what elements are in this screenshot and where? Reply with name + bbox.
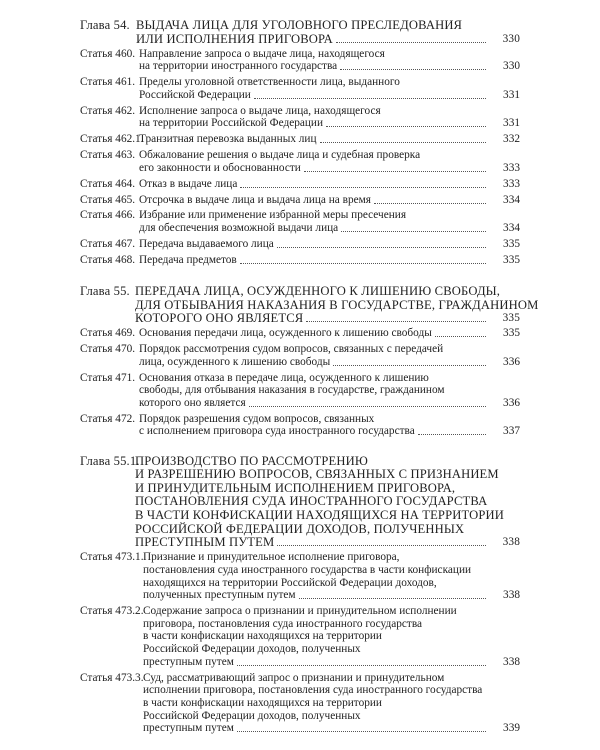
article-label: Статья 465. bbox=[80, 193, 136, 206]
article-title: на территории Российской Федерации bbox=[139, 117, 324, 130]
dot-leader bbox=[336, 42, 486, 43]
dot-leader bbox=[320, 142, 486, 143]
article-label: Статья 473.3. bbox=[80, 671, 144, 684]
dot-leader bbox=[340, 69, 486, 70]
article-title: Признание и принудительное исполнение приговора, bbox=[143, 551, 400, 564]
toc-entry[interactable] bbox=[0, 356, 600, 369]
toc-entry[interactable] bbox=[0, 397, 600, 410]
chapter-title: И РАЗРЕШЕНИЮ ВОПРОСОВ, СВЯЗАННЫХ С ПРИЗНАНИЕМ bbox=[135, 467, 499, 482]
toc-entry[interactable] bbox=[0, 209, 600, 222]
dot-leader bbox=[237, 731, 486, 732]
chapter-title: ИЛИ ИСПОЛНЕНИЯ ПРИГОВОРА bbox=[136, 31, 333, 46]
chapter-label: Глава 54. bbox=[80, 18, 130, 32]
dot-leader bbox=[277, 247, 486, 248]
page-number: 333 bbox=[503, 177, 520, 190]
page-number: 335 bbox=[502, 312, 520, 325]
page-number: 335 bbox=[503, 327, 520, 340]
article-title: Направление запроса о выдаче лица, находящегося bbox=[139, 47, 385, 60]
page-number: 335 bbox=[503, 253, 520, 266]
toc-entry[interactable] bbox=[0, 254, 600, 267]
toc-entry[interactable] bbox=[0, 672, 600, 685]
toc-entry[interactable] bbox=[0, 551, 600, 564]
article-title: в части конфискации находящихся на территории bbox=[143, 630, 382, 643]
article-title: для обеспечения возможной выдачи лица bbox=[139, 222, 339, 235]
chapter-title: РОССИЙСКОЙ ФЕДЕРАЦИИ ДОХОДОВ, ПОЛУЧЕННЫХ bbox=[135, 521, 465, 536]
toc-entry[interactable] bbox=[0, 384, 600, 397]
chapter-heading[interactable] bbox=[0, 312, 600, 325]
page-number: 330 bbox=[503, 60, 520, 73]
toc-entry[interactable] bbox=[0, 605, 600, 618]
chapter-heading[interactable] bbox=[0, 285, 600, 298]
dot-leader bbox=[299, 598, 486, 599]
toc-entry[interactable] bbox=[0, 117, 600, 130]
dot-leader bbox=[237, 665, 486, 666]
page-number: 331 bbox=[503, 117, 520, 130]
chapter-heading[interactable] bbox=[0, 523, 600, 536]
page-number: 330 bbox=[502, 32, 520, 45]
page-number: 338 bbox=[503, 589, 520, 602]
toc-entry[interactable] bbox=[0, 656, 600, 669]
page-number: 334 bbox=[503, 193, 520, 206]
article-label: Статья 467. bbox=[80, 237, 136, 250]
article-title: преступным путем bbox=[143, 655, 234, 668]
article-title: Обжалование решения о выдаче лица и судебная проверка bbox=[139, 149, 421, 162]
article-title: Российской Федерации доходов, полученных bbox=[143, 643, 361, 655]
article-label: Статья 468. bbox=[80, 253, 136, 266]
toc-entry[interactable] bbox=[0, 222, 600, 235]
toc-entry[interactable] bbox=[0, 413, 600, 426]
toc-entry[interactable] bbox=[0, 684, 600, 697]
toc-entry[interactable] bbox=[0, 710, 600, 723]
article-title: его законности и обоснованности bbox=[139, 161, 301, 174]
article-label: Статья 463. bbox=[80, 149, 136, 162]
dot-leader bbox=[326, 126, 486, 127]
dot-leader bbox=[249, 406, 486, 407]
page-number: 339 bbox=[503, 722, 520, 735]
toc-entry[interactable] bbox=[0, 194, 600, 207]
dot-leader bbox=[240, 187, 486, 188]
article-title: полученных преступным путем bbox=[143, 589, 296, 602]
dot-leader bbox=[374, 203, 486, 204]
toc-entry[interactable] bbox=[0, 178, 600, 191]
article-label: Статья 464. bbox=[80, 177, 136, 190]
page-number: 332 bbox=[503, 133, 520, 146]
dot-leader bbox=[304, 171, 486, 172]
article-title: Избрание или применение избранной меры пресечения bbox=[139, 209, 407, 222]
article-title: находящихся на территории Российской Федерации доходов, bbox=[143, 576, 437, 589]
toc-entry[interactable] bbox=[0, 133, 600, 146]
dot-leader bbox=[418, 434, 486, 435]
dot-leader bbox=[254, 98, 486, 99]
chapter-title: В ЧАСТИ КОНФИСКАЦИИ НАХОДЯЩИХСЯ НА ТЕРРИТОРИИ bbox=[135, 508, 505, 522]
page-number: 336 bbox=[503, 396, 520, 409]
toc-entry[interactable] bbox=[0, 149, 600, 162]
toc-entry[interactable] bbox=[0, 162, 600, 175]
toc-entry[interactable] bbox=[0, 630, 600, 643]
article-title: Отсрочка в выдаче лица и выдача лица на время bbox=[139, 193, 371, 206]
article-label: Статья 472. bbox=[80, 412, 136, 425]
article-title: приговора, постановления суда иностранного государства bbox=[143, 617, 423, 630]
chapter-title: ПЕРЕДАЧА ЛИЦА, ОСУЖДЕННОГО К ЛИШЕНИЮ СВОБОДЫ, bbox=[135, 283, 501, 298]
article-label: Статья 473.2. bbox=[80, 605, 144, 617]
article-title: которого оно является bbox=[139, 396, 246, 409]
dot-leader bbox=[277, 545, 486, 546]
article-title: постановления суда иностранного государства в части конфискации bbox=[143, 563, 472, 576]
article-title: с исполнением приговора суда иностранного государства bbox=[139, 425, 415, 438]
dot-leader bbox=[240, 263, 486, 264]
chapter-title: ДЛЯ ОТБЫВАНИЯ НАКАЗАНИЯ В ГОСУДАРСТВЕ, ГРАЖДАНИНОМ bbox=[135, 297, 539, 312]
dot-leader bbox=[341, 231, 486, 232]
article-label: Статья 471. bbox=[80, 371, 136, 384]
toc-entry[interactable] bbox=[0, 89, 600, 102]
article-title: Российской Федерации bbox=[139, 88, 251, 101]
chapter-heading[interactable] bbox=[0, 33, 600, 46]
toc-entry[interactable] bbox=[0, 343, 600, 356]
article-title: исполнении приговора, постановления суда иностранного государства bbox=[143, 684, 483, 697]
chapter-title: ПРЕСТУПНЫМ ПУТЕМ bbox=[135, 535, 275, 550]
article-title: Российской Федерации доходов, полученных bbox=[143, 709, 361, 722]
article-label: Статья 460. bbox=[80, 47, 136, 60]
article-label: Статья 462.1. bbox=[80, 133, 144, 146]
page-number: 338 bbox=[503, 655, 520, 668]
toc-entry[interactable] bbox=[0, 722, 600, 735]
toc-entry[interactable] bbox=[0, 105, 600, 118]
article-label: Статья 473.1. bbox=[80, 551, 144, 564]
page-number: 331 bbox=[503, 88, 520, 101]
article-title: в части конфискации находящихся на территории bbox=[143, 696, 382, 709]
article-title: на территории иностранного государства bbox=[139, 60, 338, 73]
toc-entry[interactable] bbox=[0, 60, 600, 73]
chapter-heading[interactable] bbox=[0, 19, 600, 32]
page-number: 333 bbox=[503, 161, 520, 174]
page-number: 338 bbox=[502, 536, 520, 549]
chapter-title: ВЫДАЧА ЛИЦА ДЛЯ УГОЛОВНОГО ПРЕСЛЕДОВАНИЯ bbox=[136, 18, 463, 32]
article-label: Статья 462. bbox=[80, 104, 136, 117]
article-title: Содержание запроса о признании и принудительном исполнении bbox=[143, 605, 457, 617]
toc-entry[interactable] bbox=[0, 697, 600, 710]
article-title: свободы, для отбывания наказания в государстве, гражданином bbox=[139, 384, 445, 397]
dot-leader bbox=[306, 321, 486, 322]
article-label: Статья 466. bbox=[80, 209, 136, 222]
toc-entry[interactable] bbox=[0, 618, 600, 631]
chapter-heading[interactable] bbox=[0, 509, 600, 522]
page-number: 335 bbox=[503, 237, 520, 250]
chapter-label: Глава 55.1. bbox=[80, 453, 140, 468]
article-title: Отказ в выдаче лица bbox=[139, 177, 238, 190]
page-number: 336 bbox=[503, 355, 520, 368]
article-label: Статья 461. bbox=[80, 76, 136, 89]
article-title: преступным путем bbox=[143, 722, 234, 735]
chapter-heading[interactable] bbox=[0, 482, 600, 495]
article-title: Порядок рассмотрения судом вопросов, связанных с передачей bbox=[139, 343, 444, 355]
page-number: 334 bbox=[503, 222, 520, 235]
article-title: Передача предметов bbox=[139, 253, 237, 266]
article-title: Пределы уголовной ответственности лица, выданного bbox=[139, 76, 400, 89]
dot-leader bbox=[333, 365, 486, 366]
toc-entry[interactable] bbox=[0, 589, 600, 602]
article-title: Основания передачи лица, осужденного к лишению свободы bbox=[139, 327, 432, 340]
chapter-label: Глава 55. bbox=[80, 283, 130, 298]
toc-entry[interactable] bbox=[0, 372, 600, 385]
article-title: Исполнение запроса о выдаче лица, находящегося bbox=[139, 104, 381, 117]
article-title: лица, осужденного к лишению свободы bbox=[139, 355, 331, 368]
chapter-heading[interactable] bbox=[0, 536, 600, 549]
chapter-heading[interactable] bbox=[0, 455, 600, 468]
page-number: 337 bbox=[503, 425, 520, 438]
toc-entry[interactable] bbox=[0, 425, 600, 438]
chapter-title: ПОСТАНОВЛЕНИЯ СУДА ИНОСТРАННОГО ГОСУДАРСТВА bbox=[135, 494, 488, 509]
article-title: Передача выдаваемого лица bbox=[139, 237, 274, 250]
dot-leader bbox=[435, 336, 486, 337]
chapter-title: И ПРИНУДИТЕЛЬНЫМ ИСПОЛНЕНИЕМ ПРИГОВОРА, bbox=[135, 480, 456, 495]
article-title: Порядок разрешения судом вопросов, связанных bbox=[139, 412, 375, 425]
toc-entry[interactable] bbox=[0, 48, 600, 61]
toc-entry[interactable] bbox=[0, 76, 600, 89]
article-title: Суд, рассматривающий запрос о признании и принудительном bbox=[143, 671, 445, 684]
toc-entry[interactable] bbox=[0, 577, 600, 590]
chapter-title: ПРОИЗВОДСТВО ПО РАССМОТРЕНИЮ bbox=[135, 453, 368, 468]
article-label: Статья 470. bbox=[80, 343, 136, 355]
toc-entry[interactable] bbox=[0, 564, 600, 577]
chapter-heading[interactable] bbox=[0, 468, 600, 481]
toc-entry[interactable] bbox=[0, 238, 600, 251]
toc-entry[interactable] bbox=[0, 327, 600, 340]
article-title: Транзитная перевозка выданных лиц bbox=[139, 133, 317, 146]
chapter-heading[interactable] bbox=[0, 299, 600, 312]
article-label: Статья 469. bbox=[80, 327, 136, 340]
toc-entry[interactable] bbox=[0, 643, 600, 656]
chapter-heading[interactable] bbox=[0, 495, 600, 508]
article-title: Основания отказа в передаче лица, осужденного к лишению bbox=[139, 371, 429, 384]
chapter-title: КОТОРОГО ОНО ЯВЛЯЕТСЯ bbox=[135, 311, 304, 326]
